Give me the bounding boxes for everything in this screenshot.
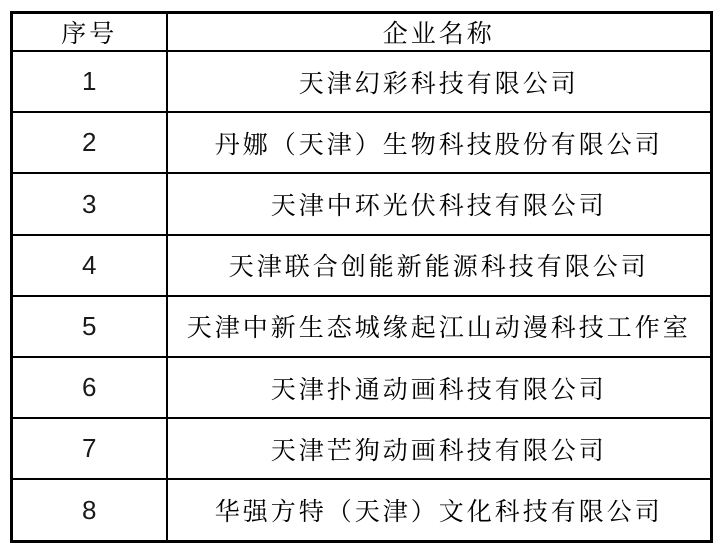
- table-row: [12, 51, 712, 112]
- company-name-cell: 天津幻彩科技有限公司: [167, 51, 712, 112]
- company-name-cell: 天津中环光伏科技有限公司: [167, 173, 712, 234]
- table-row: [12, 418, 712, 479]
- table-body: [12, 51, 712, 542]
- company-name-cell: 丹娜（天津）生物科技股份有限公司: [167, 112, 712, 173]
- table-row: [12, 235, 712, 296]
- serial-number-cell: 8: [12, 479, 167, 541]
- company-name-cell: 天津中新生态城缘起江山动漫科技工作室: [167, 296, 712, 357]
- serial-number-cell: 6: [12, 357, 167, 418]
- company-name-cell: 天津芒狗动画科技有限公司: [167, 418, 712, 479]
- header-company-name: 企业名称: [167, 13, 712, 52]
- table-row: [12, 112, 712, 173]
- header-row: [12, 13, 712, 52]
- serial-number-cell: 2: [12, 112, 167, 173]
- serial-number-cell: 3: [12, 173, 167, 234]
- header-serial-number: 序号: [12, 13, 167, 52]
- table-row: [12, 173, 712, 234]
- table-row: [12, 479, 712, 541]
- serial-number-cell: 5: [12, 296, 167, 357]
- company-name-cell: 天津扑通动画科技有限公司: [167, 357, 712, 418]
- table-row: [12, 357, 712, 418]
- company-name-cell: 华强方特（天津）文化科技有限公司: [167, 479, 712, 541]
- company-table: [10, 11, 713, 543]
- company-name-cell: 天津联合创能新能源科技有限公司: [167, 235, 712, 296]
- serial-number-cell: 4: [12, 235, 167, 296]
- table-row: [12, 296, 712, 357]
- serial-number-cell: 7: [12, 418, 167, 479]
- serial-number-cell: 1: [12, 51, 167, 112]
